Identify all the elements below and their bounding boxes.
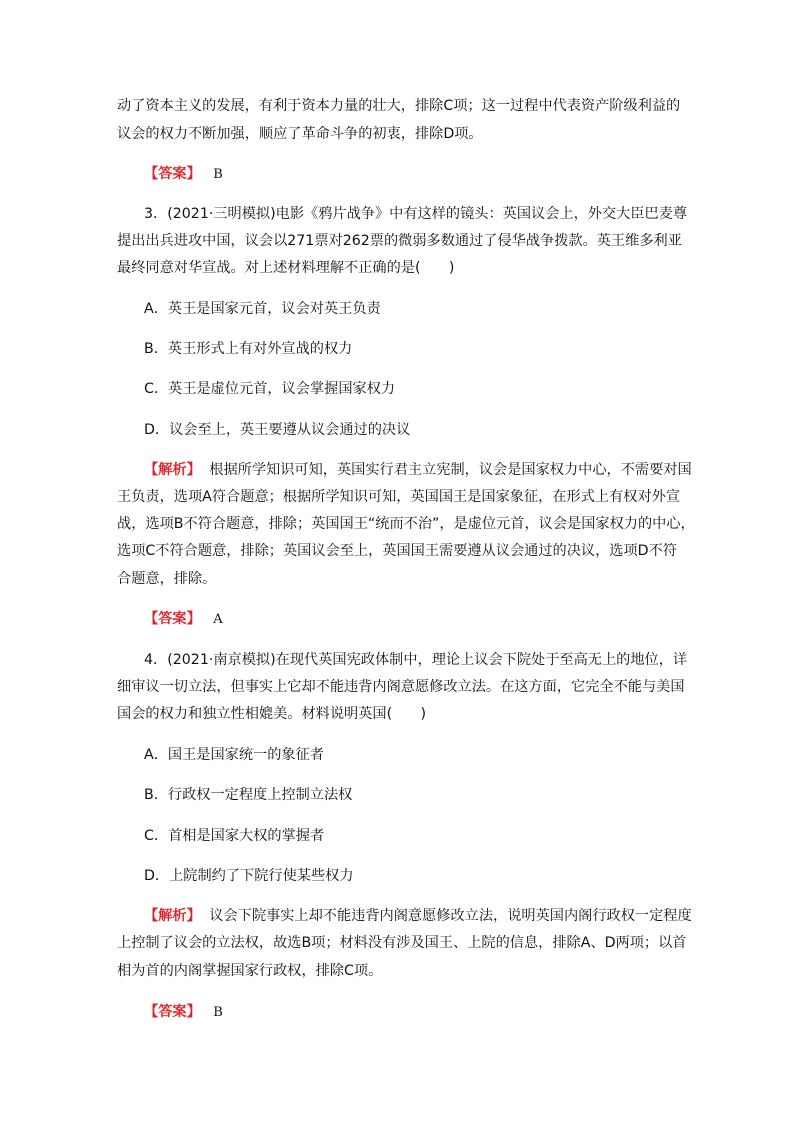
answer-row-2 [144, 609, 223, 630]
q4-analysis-line-2: 上控制了议会的立法权，故选B项；材料没有涉及国王、上院的信息，排除A、D两项；以首 [117, 935, 687, 951]
q3-analysis-line-1 [144, 460, 692, 480]
q3-option-c: C．英王是虚位元首，议会掌握国家权力 [144, 381, 396, 397]
q3-stem-line-3: 最终同意对华宣战。对上述材料理解不正确的是( ) [117, 260, 455, 276]
q3-stem-line-1: 3．(2021·三明模拟)电影《鸦片战争》中有这样的镜头：英国议会上，外交大臣巴麦尊 [144, 206, 688, 222]
q3-option-d: D．议会至上，英王要遵从议会通过的决议 [144, 422, 411, 438]
analysis-text: 议会下院事实上却不能违背内阁意愿修改立法，说明英国内阁行政权一定程度 [209, 908, 692, 924]
q3-option-b: B．英王形式上有对外宣战的权力 [144, 341, 353, 357]
q4-stem-line-2: 细审议一切立法，但事实上它却不能违背内阁意愿修改立法。在这方面，它完全不能与美国 [117, 679, 685, 695]
answer-tag: 【答案】 [144, 1004, 201, 1020]
q3-analysis-line-4: 选项C不符合题意，排除；英国议会至上，英国国王需要遵从议会通过的决议，选项D不符 [117, 543, 677, 559]
q4-option-b: B．行政权一定程度上控制立法权 [144, 787, 353, 803]
q4-stem-line-3: 国会的权力和独立性相媲美。材料说明英国( ) [117, 706, 427, 722]
q3-option-a: A．英王是国家元首，议会对英王负责 [144, 301, 381, 317]
analysis-text: 根据所学知识可知，英国实行君主立宪制，议会是国家权力中心，不需要对国 [209, 462, 692, 478]
q3-analysis-line-3: 战，选项B不符合题意，排除；英国国王“统而不治”，是虚位元首，议会是国家权力的中心， [117, 516, 695, 532]
answer-row-3 [144, 1002, 223, 1023]
q4-option-d: D．上院制约了下院行使某些权力 [144, 868, 354, 884]
intro-line-1: 动了资本主义的发展，有利于资本力量的壮大，排除C项；这一过程中代表资产阶级利益的 [117, 98, 681, 114]
answer-tag: 【答案】 [144, 611, 201, 627]
q3-analysis-line-2: 王负责，选项A符合题意；根据所学知识可知，英国国王是国家象征，在形式上有权对外宣 [117, 489, 681, 505]
q4-stem-line-1: 4．(2021·南京模拟)在现代英国宪政体制中，理论上议会下院处于至高无上的地位，详 [144, 652, 688, 668]
q4-option-a: A．国王是国家统一的象征者 [144, 747, 324, 763]
answer-value: B [213, 1005, 223, 1020]
analysis-tag: 【解析】 [144, 908, 201, 924]
intro-line-2: 议会的权力不断加强，顺应了革命斗争的初衷，排除D项。 [117, 126, 483, 142]
answer-row-1 [144, 164, 223, 185]
q3-analysis-line-5: 合题意，排除。 [117, 571, 217, 587]
q4-analysis-line-1 [144, 906, 692, 926]
q4-option-c: C．首相是国家大权的掌握者 [144, 828, 325, 844]
q4-analysis-line-3: 相为首的内阁掌握国家行政权，排除C项。 [117, 963, 383, 979]
answer-value: B [213, 167, 223, 182]
q3-stem-line-2: 提出出兵进攻中国，议会以271票对262票的微弱多数通过了侵华战争拨款。英王维多利亚 [117, 233, 682, 249]
answer-tag: 【答案】 [144, 166, 201, 182]
answer-value: A [213, 612, 223, 627]
analysis-tag: 【解析】 [144, 462, 201, 478]
